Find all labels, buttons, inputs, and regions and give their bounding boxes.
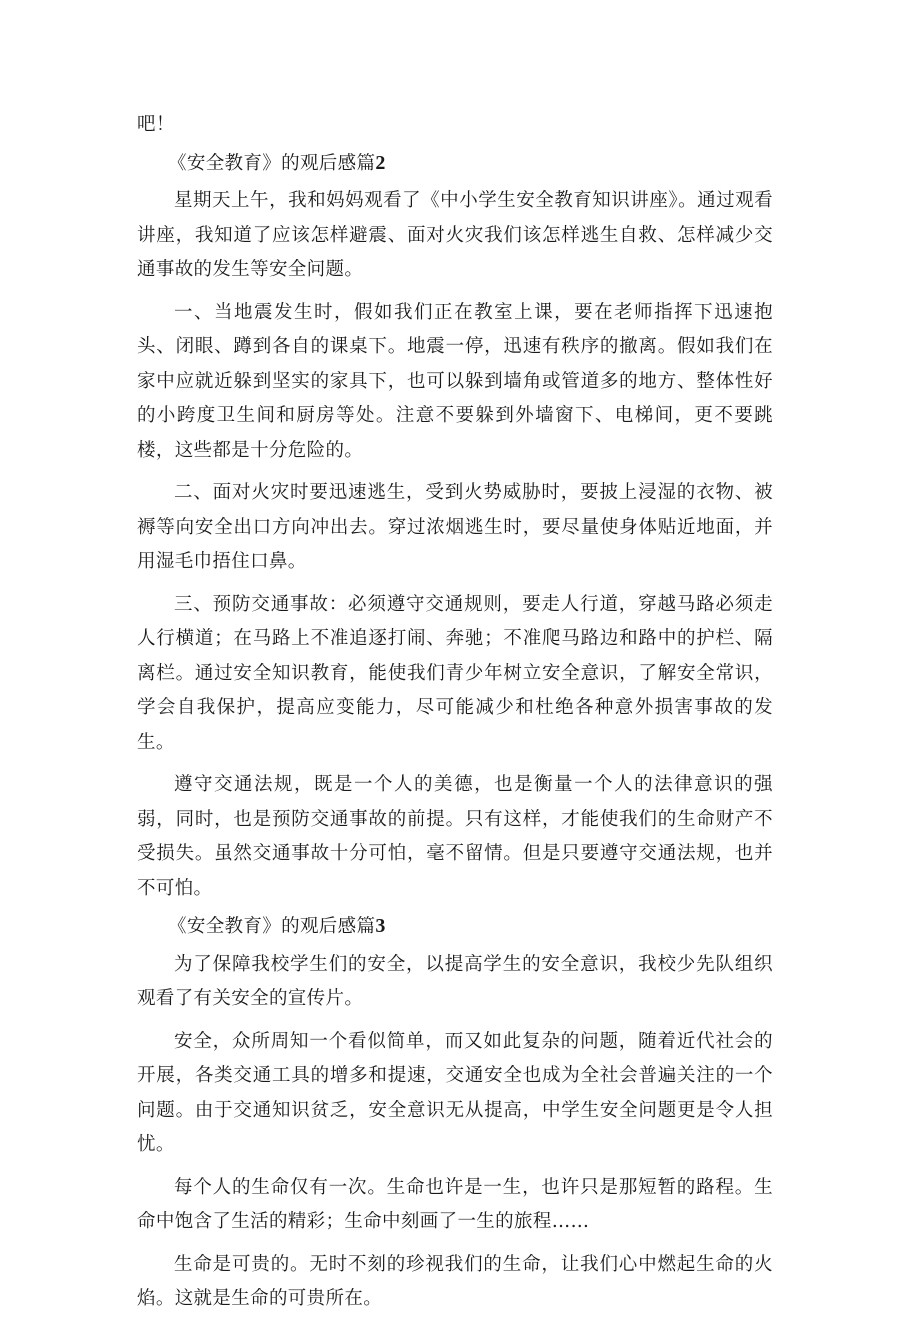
section-3-heading [137,909,773,945]
document-body [137,108,773,1325]
section-3-heading-text: 《安全教育》的观后感篇 [168,916,376,937]
section-2-heading-number: 2 [375,151,386,174]
paragraph: 每个人的生命仅有一次。生命也许是一生，也许只是那短暂的路程。生命中饱含了生活的精彩；生命中刻画了一生的旅程…… [137,1176,773,1232]
lead-fragment: 吧！ [137,114,175,135]
paragraph: 生命是可贵的。无时不刻的珍视我们的生命，让我们心中燃起生命的火焰。这就是生命的可贵所在。 [137,1253,773,1309]
section-3-heading-number: 3 [375,915,386,937]
paragraph: 星期天上午，我和妈妈观看了《中小学生安全教育知识讲座》。通过观看讲座，我知道了应该怎样避震、面对火灾我们该怎样逃生自救、怎样减少交通事故的发生等安全问题。 [137,190,773,280]
paragraph: 安全，众所周知一个看似简单，而又如此复杂的问题，随着近代社会的开展，各类交通工具的增多和提速，交通安全也成为全社会普遍关注的一个问题。由于交通知识贫乏，安全意识无从提高，中学生安全问题更是令人担忧。 [137,1030,773,1155]
paragraph: 为了保障我校学生们的安全，以提高学生的安全意识，我校少先队组织观看了有关安全的宣传片。 [137,953,773,1009]
paragraph: 二、面对火灾时要迅速逃生，受到火势威胁时，要披上浸湿的衣物、被褥等向安全出口方向冲出去。穿过浓烟逃生时，要尽量使身体贴近地面，并用湿毛巾捂住口鼻。 [137,482,773,572]
paragraph: 一、当地震发生时，假如我们正在教室上课，要在老师指挥下迅速抱头、闭眼、蹲到各自的课桌下。地震一停，迅速有秩序的撤离。假如我们在家中应就近躲到坚实的家具下，也可以躲到墙角或管道多的地方、整体性好的小跨度卫生间和厨房等处。注意不要躲到外墙窗下、电梯间，更不要跳楼，这些都是十分危险的。 [137,301,773,461]
paragraph: 三、预防交通事故：必须遵守交通规则，要走人行道，穿越马路必须走人行横道；在马路上不准追逐打闹、奔驰；不准爬马路边和路中的护栏、隔离栏。通过安全知识教育，能使我们青少年树立安全意识，了解安全常识，学会自我保护，提高应变能力，尽可能减少和杜绝各种意外损害事故的发生。 [137,593,773,753]
section-2-heading [137,146,773,182]
paragraph: 遵守交通法规，既是一个人的美德，也是衡量一个人的法律意识的强弱，同时，也是预防交通事故的前提。只有这样，才能使我们的生命财产不受损失。虽然交通事故十分可怕，毫不留情。但是只要遵守交通法规，也并不可怕。 [137,774,773,899]
section-2-heading-text: 《安全教育》的观后感篇 [168,152,376,174]
